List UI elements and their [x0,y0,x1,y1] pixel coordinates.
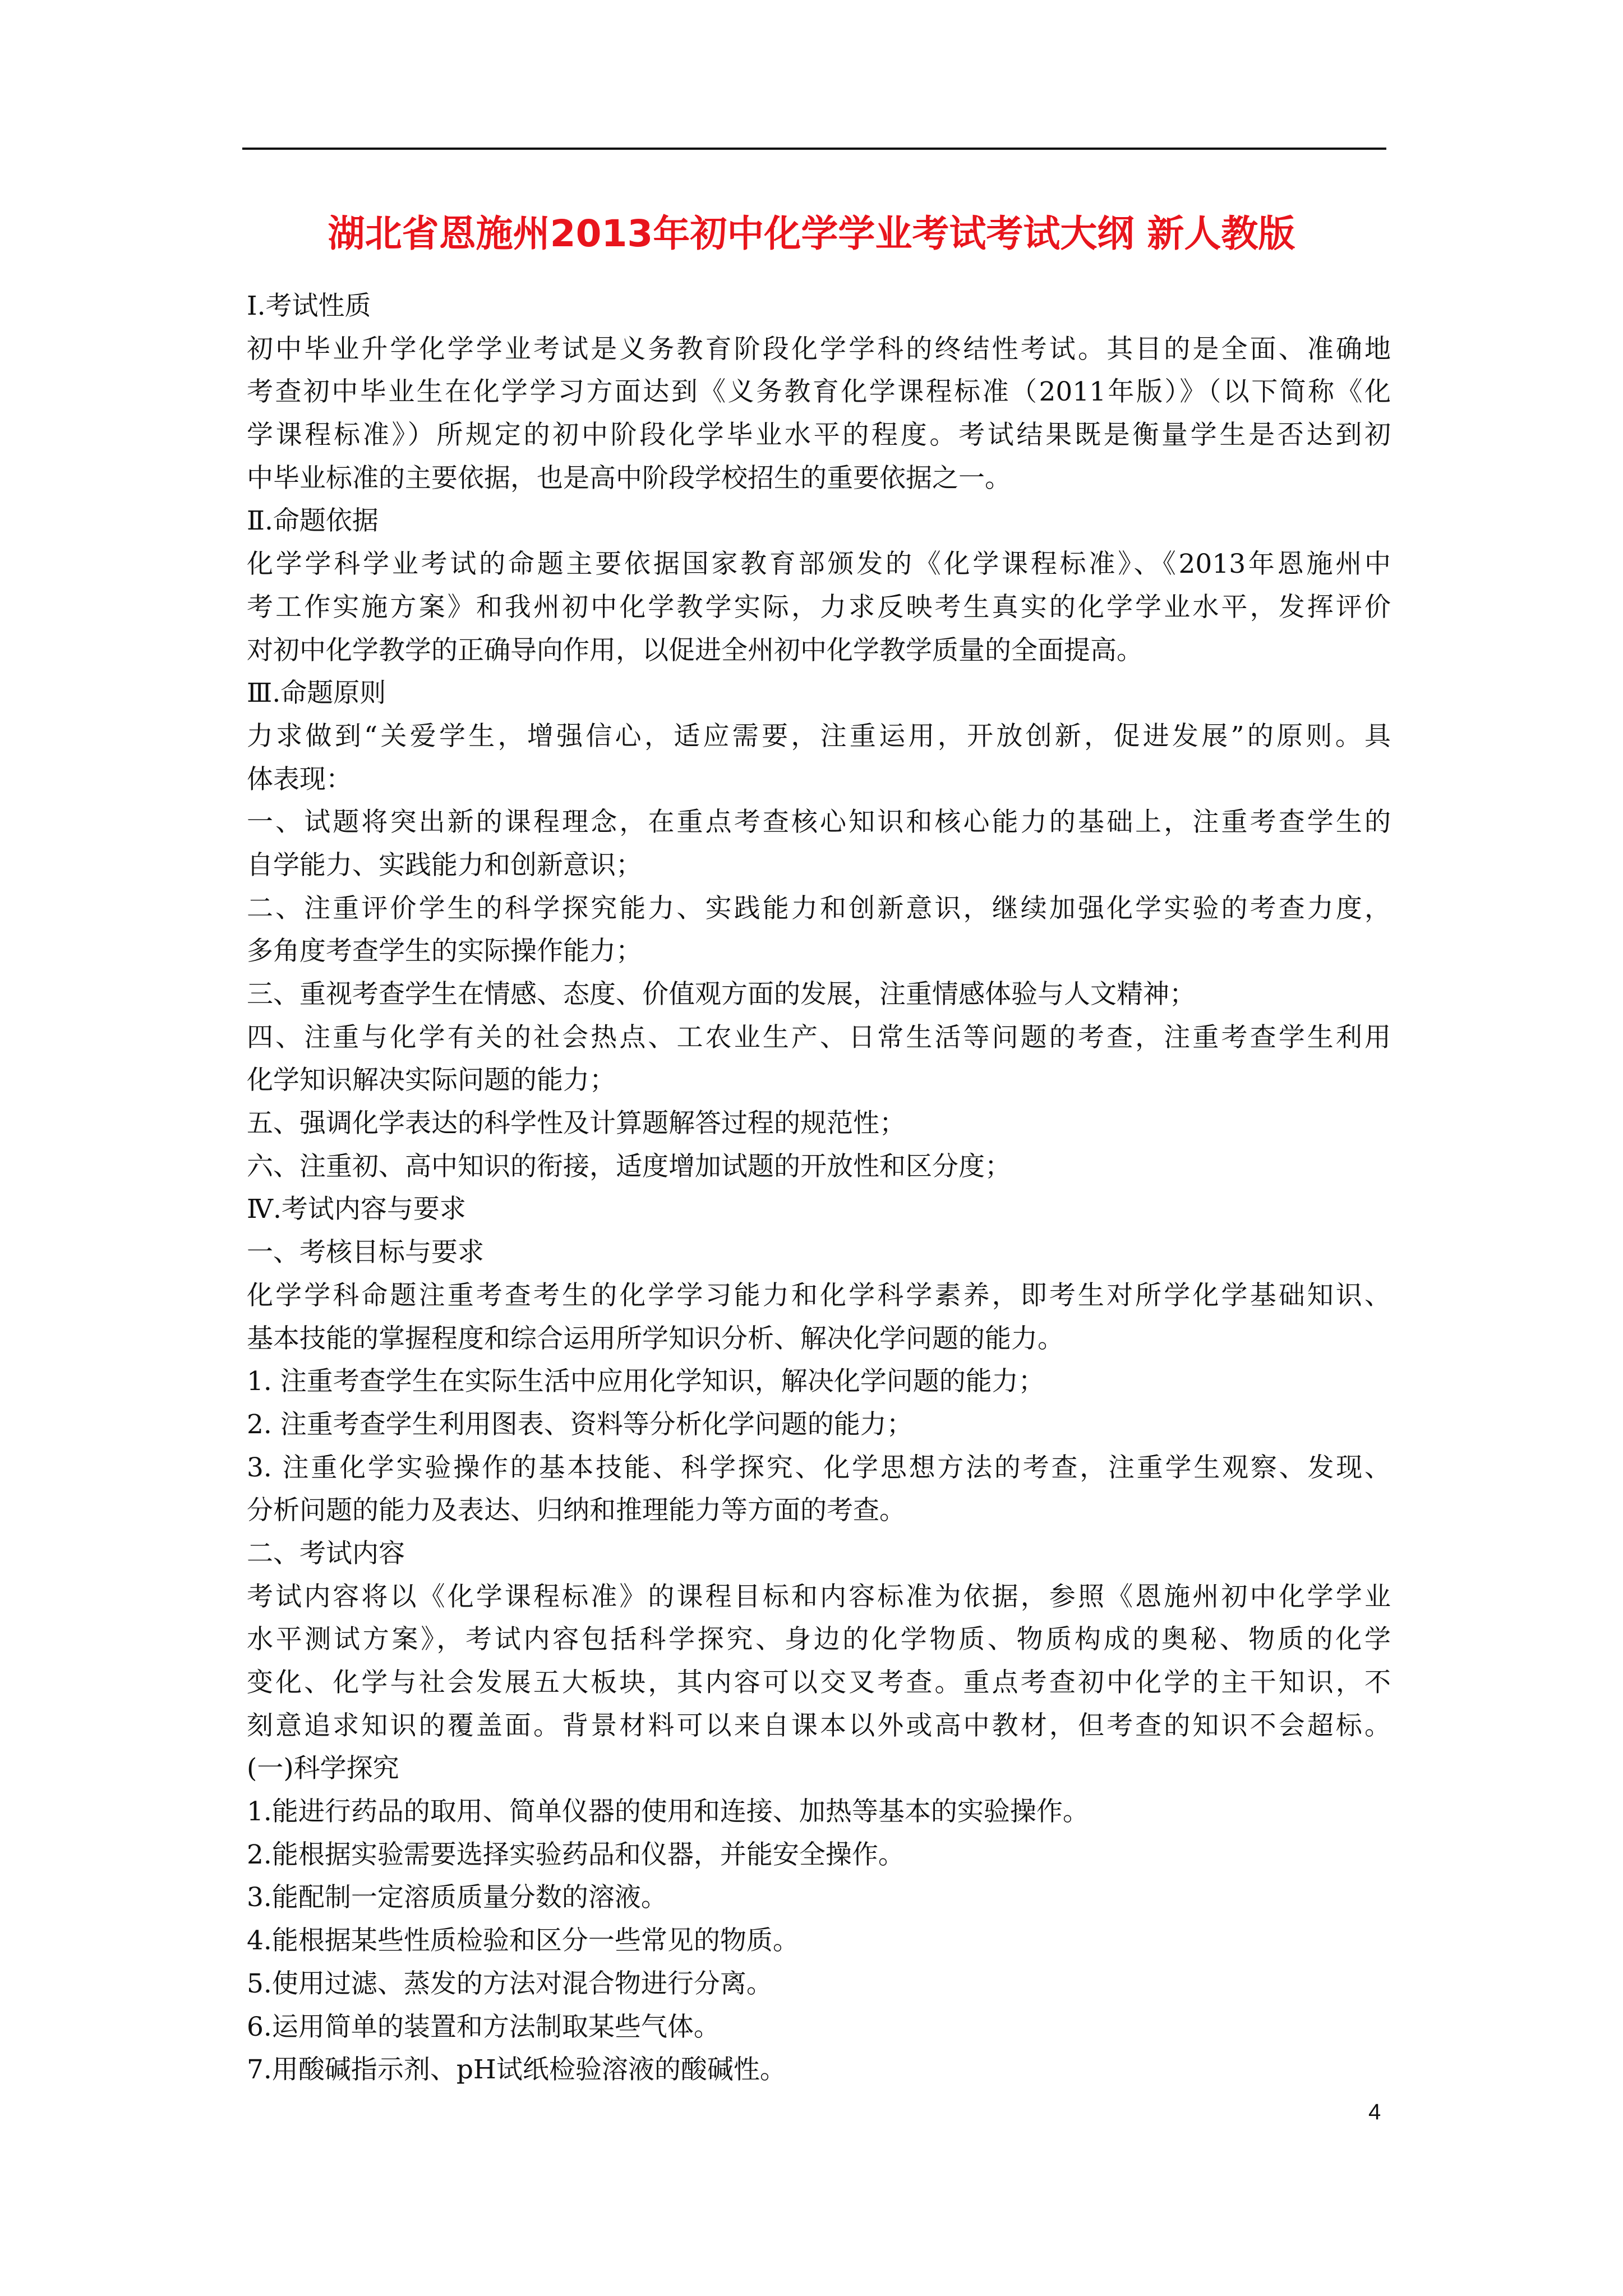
text-line: 4.能根据某些性质检验和区分一些常见的物质。 [247,1925,799,1957]
text-line: 分析问题的能力及表达、归纳和推理能力等方面的考查。 [247,1495,906,1526]
header-rule [242,148,1386,150]
text-line: 考工作实施方案》和我州初中化学教学实际，力求反映考生真实的化学学业水平，发挥评价 [247,591,1391,623]
text-line: 基本技能的掌握程度和综合运用所学知识分析、解决化学问题的能力。 [247,1323,1064,1354]
text-line: 3.能配制一定溶质质量分数的溶液。 [247,1882,667,1913]
text-line: 学课程标准》）所规定的初中阶段化学毕业水平的程度。考试结果既是衡量学生是否达到初 [247,420,1391,451]
text-line: 7.用酸碱指示剂、pH试纸检验溶液的酸碱性。 [247,2054,786,2086]
text-line: 力求做到“关爱学生，增强信心，适应需要，注重运用，开放创新，促进发展”的原则。具 [247,720,1391,752]
text-line: 3. 注重化学实验操作的基本技能、科学探究、化学思想方法的考查，注重学生观察、发现、 [247,1452,1391,1483]
text-line: 四、注重与化学有关的社会热点、工农业生产、日常生活等问题的考查，注重考查学生利用 [247,1022,1391,1053]
document-title: 湖北省恩施州2013年初中化学学业考试考试大纲 新人教版 [328,212,1295,255]
text-line: 五、强调化学表达的科学性及计算题解答过程的规范性； [247,1108,906,1139]
text-line: 中毕业标准的主要依据，也是高中阶段学校招生的重要依据之一。 [247,462,1011,494]
text-line: 2.能根据实验需要选择实验药品和仪器，并能安全操作。 [247,1839,905,1870]
text-line: 刻意追求知识的覆盖面。背景材料可以来自课本以外或高中教材，但考查的知识不会超标。 [247,1710,1391,1741]
text-line: 考试内容将以《化学课程标准》的课程目标和内容标准为依据，参照《恩施州初中化学学业 [247,1581,1391,1612]
text-line: 化学学科学业考试的命题主要依据国家教育部颁发的《化学课程标准》、《2013年恩施州中 [247,549,1391,580]
text-line: Ⅰ.考试性质 [247,291,371,321]
text-line: 水平测试方案》，考试内容包括科学探究、身边的化学物质、物质构成的奥秘、物质的化学 [247,1624,1391,1655]
text-line: 一、试题将突出新的课程理念，在重点考查核心知识和核心能力的基础上，注重考查学生的 [247,807,1391,838]
text-line: Ⅱ.命题依据 [247,505,379,537]
text-line: 考查初中毕业生在化学学习方面达到《义务教育化学课程标准（2011年版）》（以下简称《化 [247,376,1391,408]
text-line: Ⅲ.命题原则 [247,678,386,709]
text-line: 一、考核目标与要求 [247,1237,484,1268]
text-line: 二、注重评价学生的科学探究能力、实践能力和创新意识，继续加强化学实验的考查力度， [247,892,1391,924]
text-line: 变化、化学与社会发展五大板块，其内容可以交叉考查。重点考查初中化学的主干知识，不 [247,1667,1391,1698]
body-text [247,285,1391,2092]
text-line: 多角度考查学生的实际操作能力； [247,936,642,967]
text-line: Ⅳ.考试内容与要求 [247,1194,466,1225]
page-number: 4 [1368,2100,1381,2124]
text-line: 2. 注重考查学生利用图表、资料等分析化学问题的能力； [247,1409,913,1440]
text-line: (一)科学探究 [247,1753,399,1784]
text-line: 自学能力、实践能力和创新意识； [247,849,642,881]
text-line: 化学知识解决实际问题的能力； [247,1065,616,1096]
text-line: 初中毕业升学化学学业考试是义务教育阶段化学学科的终结性考试。其目的是全面、准确地 [247,333,1391,365]
text-line: 化学学科命题注重考查考生的化学学习能力和化学科学素养，即考生对所学化学基础知识、 [247,1280,1391,1311]
text-line: 5.使用过滤、蒸发的方法对混合物进行分离。 [247,1968,773,1999]
text-line: 六、注重初、高中知识的衔接，适度增加试题的开放性和区分度； [247,1151,1011,1182]
text-line: 二、考试内容 [247,1538,405,1569]
text-line: 对初中化学教学的正确导向作用，以促进全州初中化学教学质量的全面提高。 [247,634,1143,666]
text-line: 1.能进行药品的取用、简单仪器的使用和连接、加热等基本的实验操作。 [247,1796,1089,1828]
text-line: 体表现： [247,763,352,795]
text-line: 1. 注重考查学生在实际生活中应用化学知识，解决化学问题的能力； [247,1366,1045,1397]
text-line: 三、重视考查学生在情感、态度、价值观方面的发展，注重情感体验与人文精神； [247,979,1196,1010]
text-line: 6.运用简单的装置和方法制取某些气体。 [247,2011,720,2042]
